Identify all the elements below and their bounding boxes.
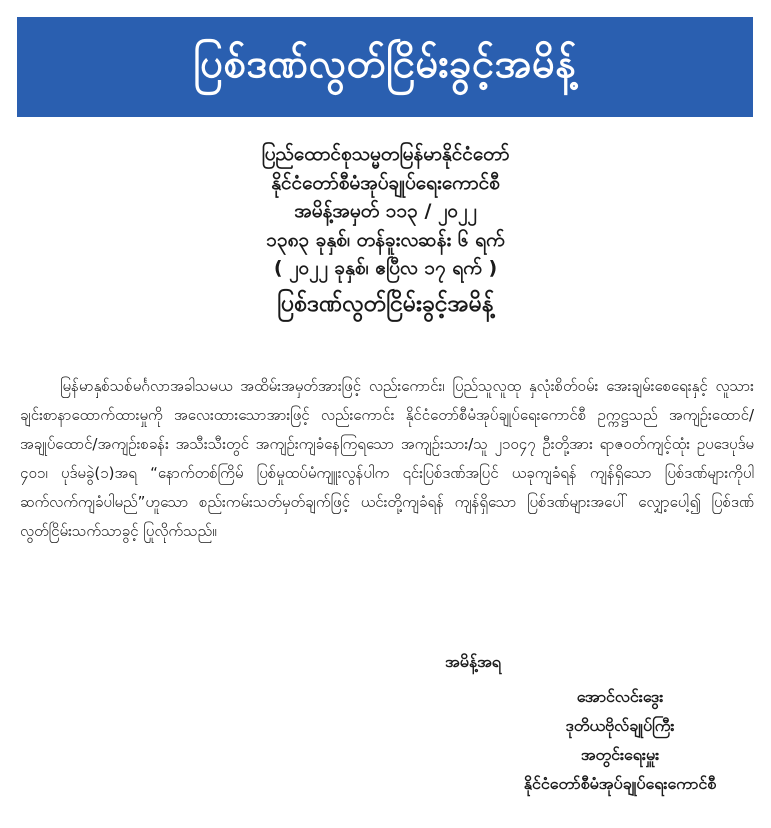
order-body-paragraph: မြန်မာနှစ်သစ်မင်္ဂလာအခါသမယ အထိမ်းအမှတ်အားဖြင့် လည်းကောင်း၊ ပြည်သူလူထု နှလုံးစိတ်ဝမ်း အေးချမ်းစေရေးနှင့် လူသားချင်းစာနာထောက်ထားမှုကို အလေးထားသောအားဖြင့် လည်းကောင်း နိုင်ငံတော်စီမံအုပ်ချုပ်ရေးကောင်စီ ဥက္ကဋ္ဌသည် အကျဉ်းထောင်/အချုပ်ထောင်/အကျဉ်းစခန်း အသီးသီးတွင် အကျဉ်းကျခံနေကြရသော အကျဉ်းသား/သူ ၂၁၀၄၇ ဦးတို့အား ရာဇဝတ်ကျင့်ထုံး ဥပဒေပုဒ်မ ၄၀၁၊ ပုဒ်မခွဲ(၁)အရ “နောက်တစ်ကြိမ် ပြစ်မှုထပ်မံကျူးလွန်ပါက ၎င်းပြစ်ဒဏ်အပြင် ယခုကျခံရန် ကျန်ရှိသော ပြစ်ဒဏ်များကိုပါ ဆက်လက်ကျခံပါမည်”ဟူသော စည်းကမ်းသတ်မှတ်ချက်ဖြင့် ယင်းတို့ကျခံရန် ကျန်ရှိသော ပြစ်ဒဏ်များအပေါ် လျှော့ပေါ့၍ ပြစ်ဒဏ်လွတ်ငြိမ်းသက်သာခွင့် ပြုလိုက်သည်။: [20, 377, 754, 540]
signatory-title: အတွင်းရေးမှူး: [580, 745, 660, 764]
title-banner: [17, 17, 753, 117]
by-order-label: အမိန့်အရ: [445, 652, 501, 671]
myanmar-date: ၁၃၈၃ ခုနှစ်၊ တန်ခူးလဆန်း ၆ ရက်: [266, 228, 505, 251]
state-name: ပြည်ထောင်စုသမ္မတမြန်မာနိုင်ငံတော်: [261, 143, 510, 165]
signatory-name: အောင်လင်းဒွေး: [576, 687, 664, 706]
order-subtitle: ပြစ်ဒဏ်လွတ်ငြိမ်းခွင့်အမိန့်: [277, 290, 494, 317]
signatory-council: နိုင်ငံတော်စီမံအုပ်ချုပ်ရေးကောင်စီ: [523, 774, 717, 793]
banner-title: ပြစ်ဒဏ်လွတ်ငြိမ်းခွင့်အမိန့်: [193, 40, 577, 87]
gregorian-date: ( ၂၀၂၂ ခုနှစ်၊ ဧပြီလ ၁၇ ရက် ): [273, 257, 498, 279]
heading-block: [0, 140, 771, 321]
council-name: နိုင်ငံတော်စီမံအုပ်ချုပ်ရေးကောင်စီ: [271, 171, 500, 194]
signatory: [470, 682, 770, 798]
order-number: အမိန့်အမှတ် ၁၁၃ / ၂၀၂၂: [294, 200, 477, 222]
signatory-rank: ဒုတိယဗိုလ်ချုပ်ကြီး: [565, 716, 675, 735]
